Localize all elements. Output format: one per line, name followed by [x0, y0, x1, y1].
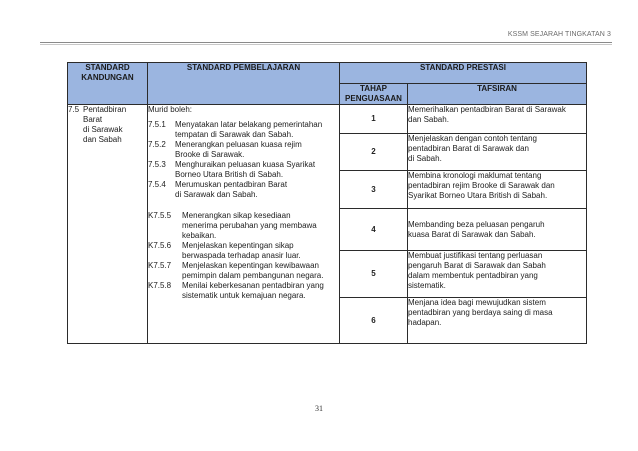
- tafsiran-cell: [408, 134, 587, 171]
- tahap-value: 1: [340, 105, 408, 134]
- kandungan-number: 7.5: [68, 105, 80, 114]
- tafsiran-cell: [408, 105, 587, 134]
- item-code: K7.5.5: [148, 211, 172, 220]
- tahap-value: 5: [340, 251, 408, 298]
- tafsiran-line: Memerihalkan pentadbiran Barat di Sarawak: [408, 105, 566, 114]
- tafsiran-line: Syarikat Borneo Utara British di Sabah.: [408, 191, 548, 200]
- tafsiran-line: pentadbiran yang berdaya saing di masa: [408, 308, 553, 317]
- tahap-value: 2: [340, 134, 408, 171]
- item-line: menerima perubahan yang membawa: [182, 221, 317, 230]
- item-line: di Sarawak dan Sabah.: [175, 190, 258, 199]
- pembelajaran-k-item: [148, 281, 339, 301]
- tahap-value: 3: [340, 171, 408, 209]
- pembelajaran-k-item: [148, 241, 339, 261]
- tahap-value: 4: [340, 209, 408, 251]
- standards-table: [67, 62, 587, 344]
- kandungan-line: di Sarawak: [83, 125, 123, 134]
- tafsiran-line: hadapan.: [408, 318, 442, 327]
- tafsiran-line: dalam membentuk pentadbiran yang: [408, 271, 538, 280]
- tafsiran-cell: [408, 251, 587, 298]
- tafsiran-line: pentadbiran rejim Brooke di Sarawak dan: [408, 181, 555, 190]
- header-standard-kandungan: STANDARD KANDUNGAN: [68, 63, 148, 105]
- tafsiran-line: Menjana idea bagi mewujudkan sistem: [408, 298, 546, 307]
- kandungan-cell: [68, 105, 148, 344]
- tafsiran-line: Menjelaskan dengan contoh tentang: [408, 134, 537, 143]
- pembelajaran-k-item: [148, 211, 339, 241]
- header-standard-pembelajaran: STANDARD PEMBELAJARAN: [148, 63, 340, 105]
- tafsiran-line: pentadbiran Barat di Sarawak dan: [408, 144, 529, 153]
- item-code: 7.5.3: [148, 160, 166, 169]
- pembelajaran-k-item: [148, 261, 339, 281]
- tafsiran-line: pengaruh Barat di Sarawak dan Sabah: [408, 261, 546, 270]
- item-code: 7.5.1: [148, 120, 166, 129]
- item-line: Merumuskan pentadbiran Barat: [175, 180, 288, 189]
- item-line: Borneo Utara British di Sabah.: [175, 170, 284, 179]
- item-line: Menghuraikan peluasan kuasa Syarikat: [175, 160, 316, 169]
- pembelajaran-cell: [148, 105, 340, 344]
- item-line: Menerangkan peluasan kuasa rejim: [175, 140, 302, 149]
- pembelajaran-intro: Murid boleh:: [148, 105, 193, 114]
- item-code: K7.5.6: [148, 241, 172, 250]
- tafsiran-line: sistematik.: [408, 281, 446, 290]
- item-line: Menjelaskan kepentingan sikap: [182, 241, 294, 250]
- item-code: K7.5.8: [148, 281, 172, 290]
- tafsiran-line: Membina kronologi maklumat tentang: [408, 171, 542, 180]
- item-line: tempatan di Sarawak dan Sabah.: [175, 130, 294, 139]
- header-tahap-penguasaan: TAHAP PENGUASAAN: [340, 84, 408, 105]
- item-line: sistematik untuk kemajuan negara.: [182, 291, 306, 300]
- header-standard-prestasi: STANDARD PRESTASI: [340, 63, 587, 84]
- item-line: Menilai keberkesanan pentadbiran yang: [182, 281, 324, 290]
- tafsiran-line: dan Sabah.: [408, 115, 449, 124]
- header-rule-secondary: [40, 44, 612, 45]
- item-code: 7.5.4: [148, 180, 166, 189]
- kandungan-line: Barat: [83, 115, 103, 124]
- kandungan-line: Pentadbiran: [83, 105, 127, 114]
- tafsiran-cell: [408, 209, 587, 251]
- document-running-header: KSSM SEJARAH TINGKATAN 3: [507, 31, 611, 38]
- item-code: 7.5.2: [148, 140, 166, 149]
- header-tafsiran: TAFSIRAN: [408, 84, 587, 105]
- pembelajaran-item: [148, 120, 339, 140]
- page-number: 31: [315, 404, 323, 413]
- pembelajaran-item: [148, 180, 339, 200]
- kandungan-line: dan Sabah: [83, 135, 122, 144]
- tahap-value: 6: [340, 298, 408, 344]
- tafsiran-cell: [408, 171, 587, 209]
- pembelajaran-item: [148, 160, 339, 180]
- item-code: K7.5.7: [148, 261, 172, 270]
- item-line: Menjelaskan kepentingan kewibawaan: [182, 261, 319, 270]
- tafsiran-line: Membanding beza peluasan pengaruh: [408, 219, 545, 229]
- item-line: Menerangkan sikap kesediaan: [182, 211, 291, 220]
- tafsiran-line: di Sabah.: [408, 154, 442, 163]
- item-line: Menyatakan latar belakang pemerintahan: [175, 120, 323, 129]
- pembelajaran-item: [148, 140, 339, 160]
- tafsiran-cell: [408, 298, 587, 344]
- item-line: pemimpin dalam pembangunan negara.: [182, 271, 324, 280]
- item-line: Brooke di Sarawak.: [175, 150, 245, 159]
- item-line: kebaikan.: [182, 231, 217, 240]
- tafsiran-line: kuasa Barat di Sarawak dan Sabah.: [408, 229, 536, 239]
- item-line: berwaspada terhadap anasir luar.: [182, 251, 301, 260]
- header-rule: [40, 42, 612, 43]
- tafsiran-line: Membuat justifikasi tentang perluasan: [408, 251, 543, 260]
